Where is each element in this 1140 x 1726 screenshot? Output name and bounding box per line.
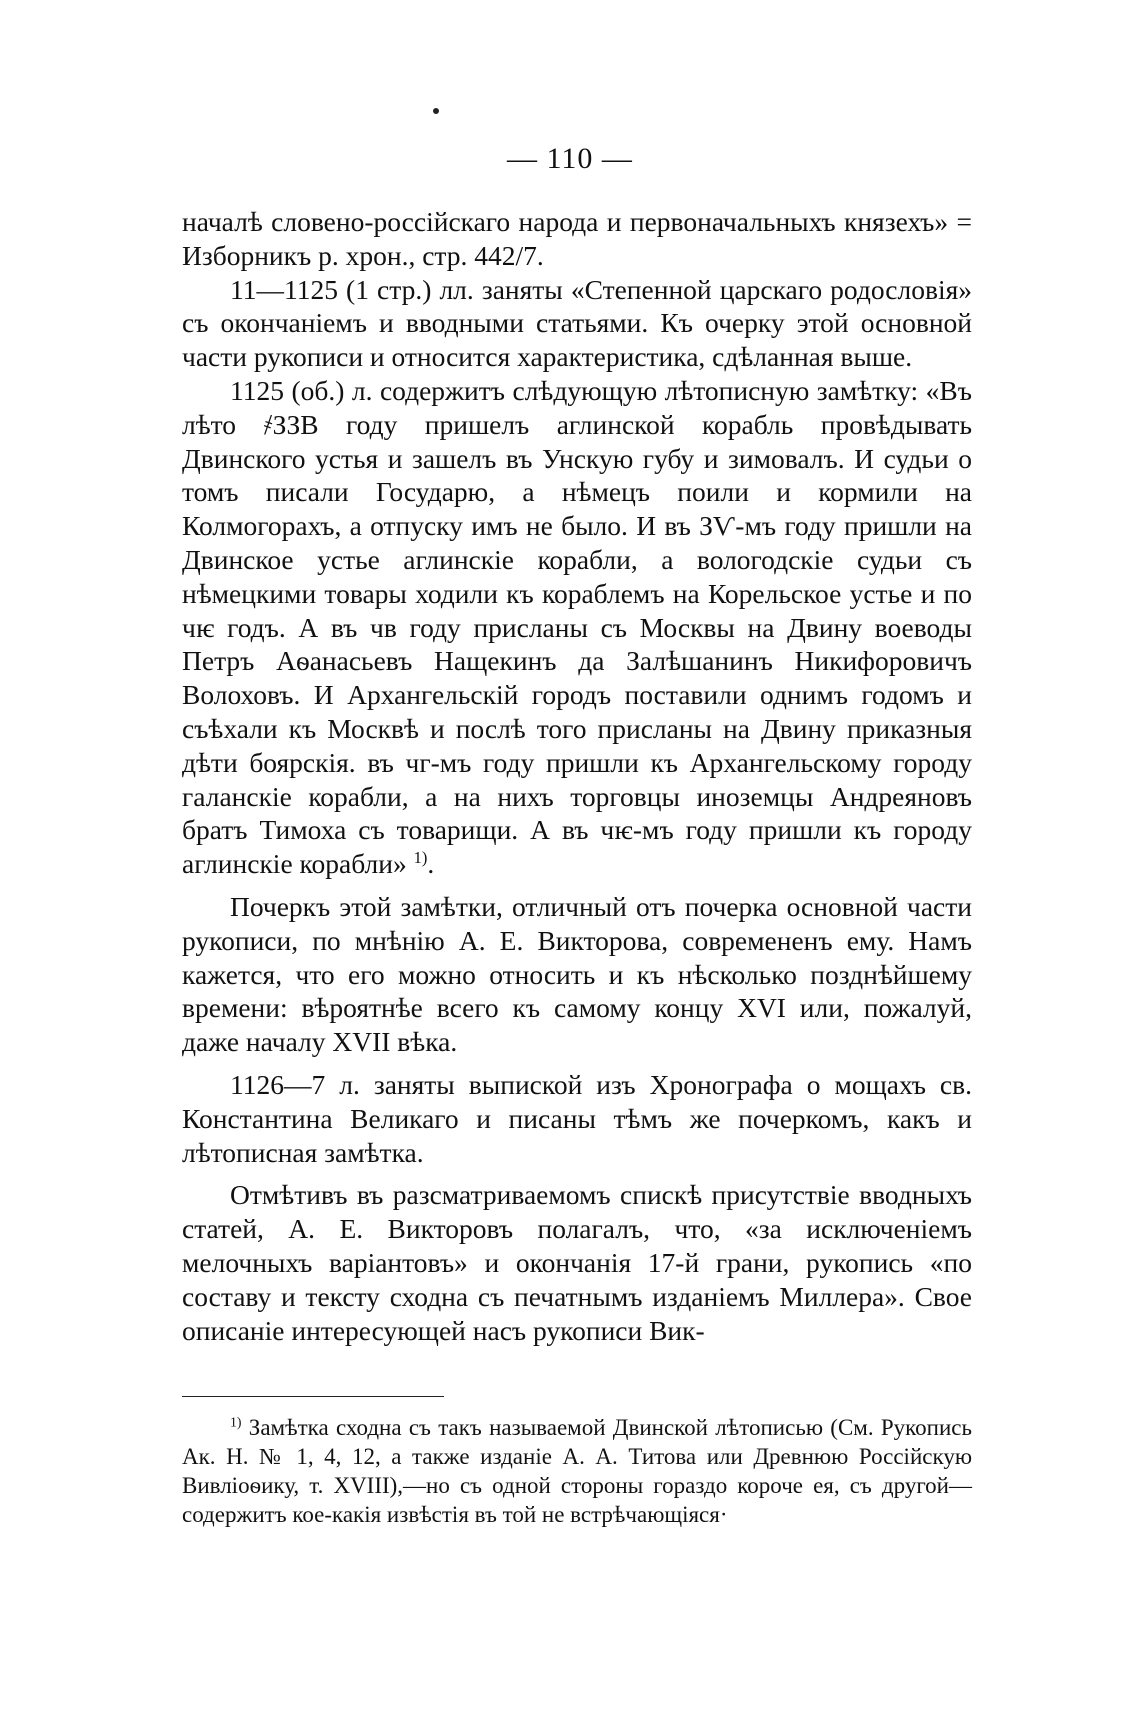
main-text xyxy=(182,205,972,1347)
page-number: — 110 — xyxy=(507,142,633,175)
footnote-ref-punctuation: . xyxy=(427,848,435,880)
paragraph-2: 11—1125 (1 стр.) лл. заняты «Степенной царскаго родословія» съ окончаніемъ и вводными статьями. Къ очерку этой основной части рукописи и относится характеристика, сдѣланная выше. xyxy=(182,273,972,373)
paragraph-6: Отмѣтивъ въ разсматриваемомъ спискѣ присутствіе вводныхъ статей, А. Е. Викторовъ полагалъ, что, «за исключеніемъ мелочныхъ варіантовъ» и окончанія 17-й грани, рукопись «по составу и тексту сходна съ печатнымъ изданіемъ Миллера». Свое описаніе интересующей насъ рукописи Вик- xyxy=(182,1179,972,1346)
paragraph-5: 1126—7 л. заняты выпиской изъ Хронографа о мощахъ св. Константина Великаго и писаны тѣмъ же почеркомъ, какъ и лѣтописная замѣтка. xyxy=(182,1068,972,1168)
footnote xyxy=(182,1413,972,1529)
paragraph-3 xyxy=(182,374,972,881)
footnote-marker: 1) xyxy=(230,1414,242,1430)
paragraph-4: Почеркъ этой замѣтки, отличный отъ почерка основной части рукописи, по мнѣнію А. Е. Викторова, современенъ ему. Намъ кажется, что его можно относить и къ нѣсколько позднѣйшему времени: вѣроятнѣе всего къ самому концу XVI или, пожалуй, даже началу XVII вѣка. xyxy=(182,890,972,1058)
footnote-reference: 1) xyxy=(413,847,428,867)
print-dot xyxy=(433,108,439,114)
chronicle-quote: 1125 (об.) л. содержитъ слѣдующую лѣтописную замѣтку: «Въ лѣто ҂ЗЗВ году пришелъ аглинской корабль провѣдывать Двинского устья и зашелъ въ Унскую губу и зимовалъ. И судьи о томъ писали Государю, а нѣмецъ поили и кормили на Колмогорахъ, а отпуску имъ не было. И въ ЗѴ-мъ году пришли на Двинское устье аглинскіе корабли, а вологодскіе судьи съ нѣмецкими товары ходили къ кораблемъ на Корельское устье и по чѥ годъ. А въ чв году присланы съ Москвы на Двину воеводы Петръ Аѳанасьевъ Нащекинъ да Залѣшанинъ Никифоровичъ Волоховъ. И Архангельскій городъ поставили однимъ годомъ и съѣхали къ Москвѣ и послѣ того присланы на Двину приказныя дѣти боярскія. въ чг-мъ году пришли къ Архангельскому городу галанскіе корабли, а на нихъ торговцы иноземцы Андреяновъ братъ Тимоха съ товарищи. А въ чѥ-мъ году пришли къ городу аглинскіе корабли» xyxy=(182,374,972,880)
footnote-divider xyxy=(182,1396,444,1397)
paragraph-1: началѣ словено-россійскаго народа и первоначальныхъ князехъ» = Изборникъ р. хрон., стр. 442/7. xyxy=(182,206,972,271)
footnote-text: Замѣтка сходна съ такъ называемой Двинской лѣтописью (См. Рукопись Ак. Н. № 1, 4, 12, а также изданіе А. А. Титова или Древнюю Россійскую Вивліоѳику, т. XVIII),—но съ одной стороны гораздо короче ея, съ другой—содержитъ кое-какія извѣстія въ той не встрѣчающіяся· xyxy=(182,1415,972,1527)
